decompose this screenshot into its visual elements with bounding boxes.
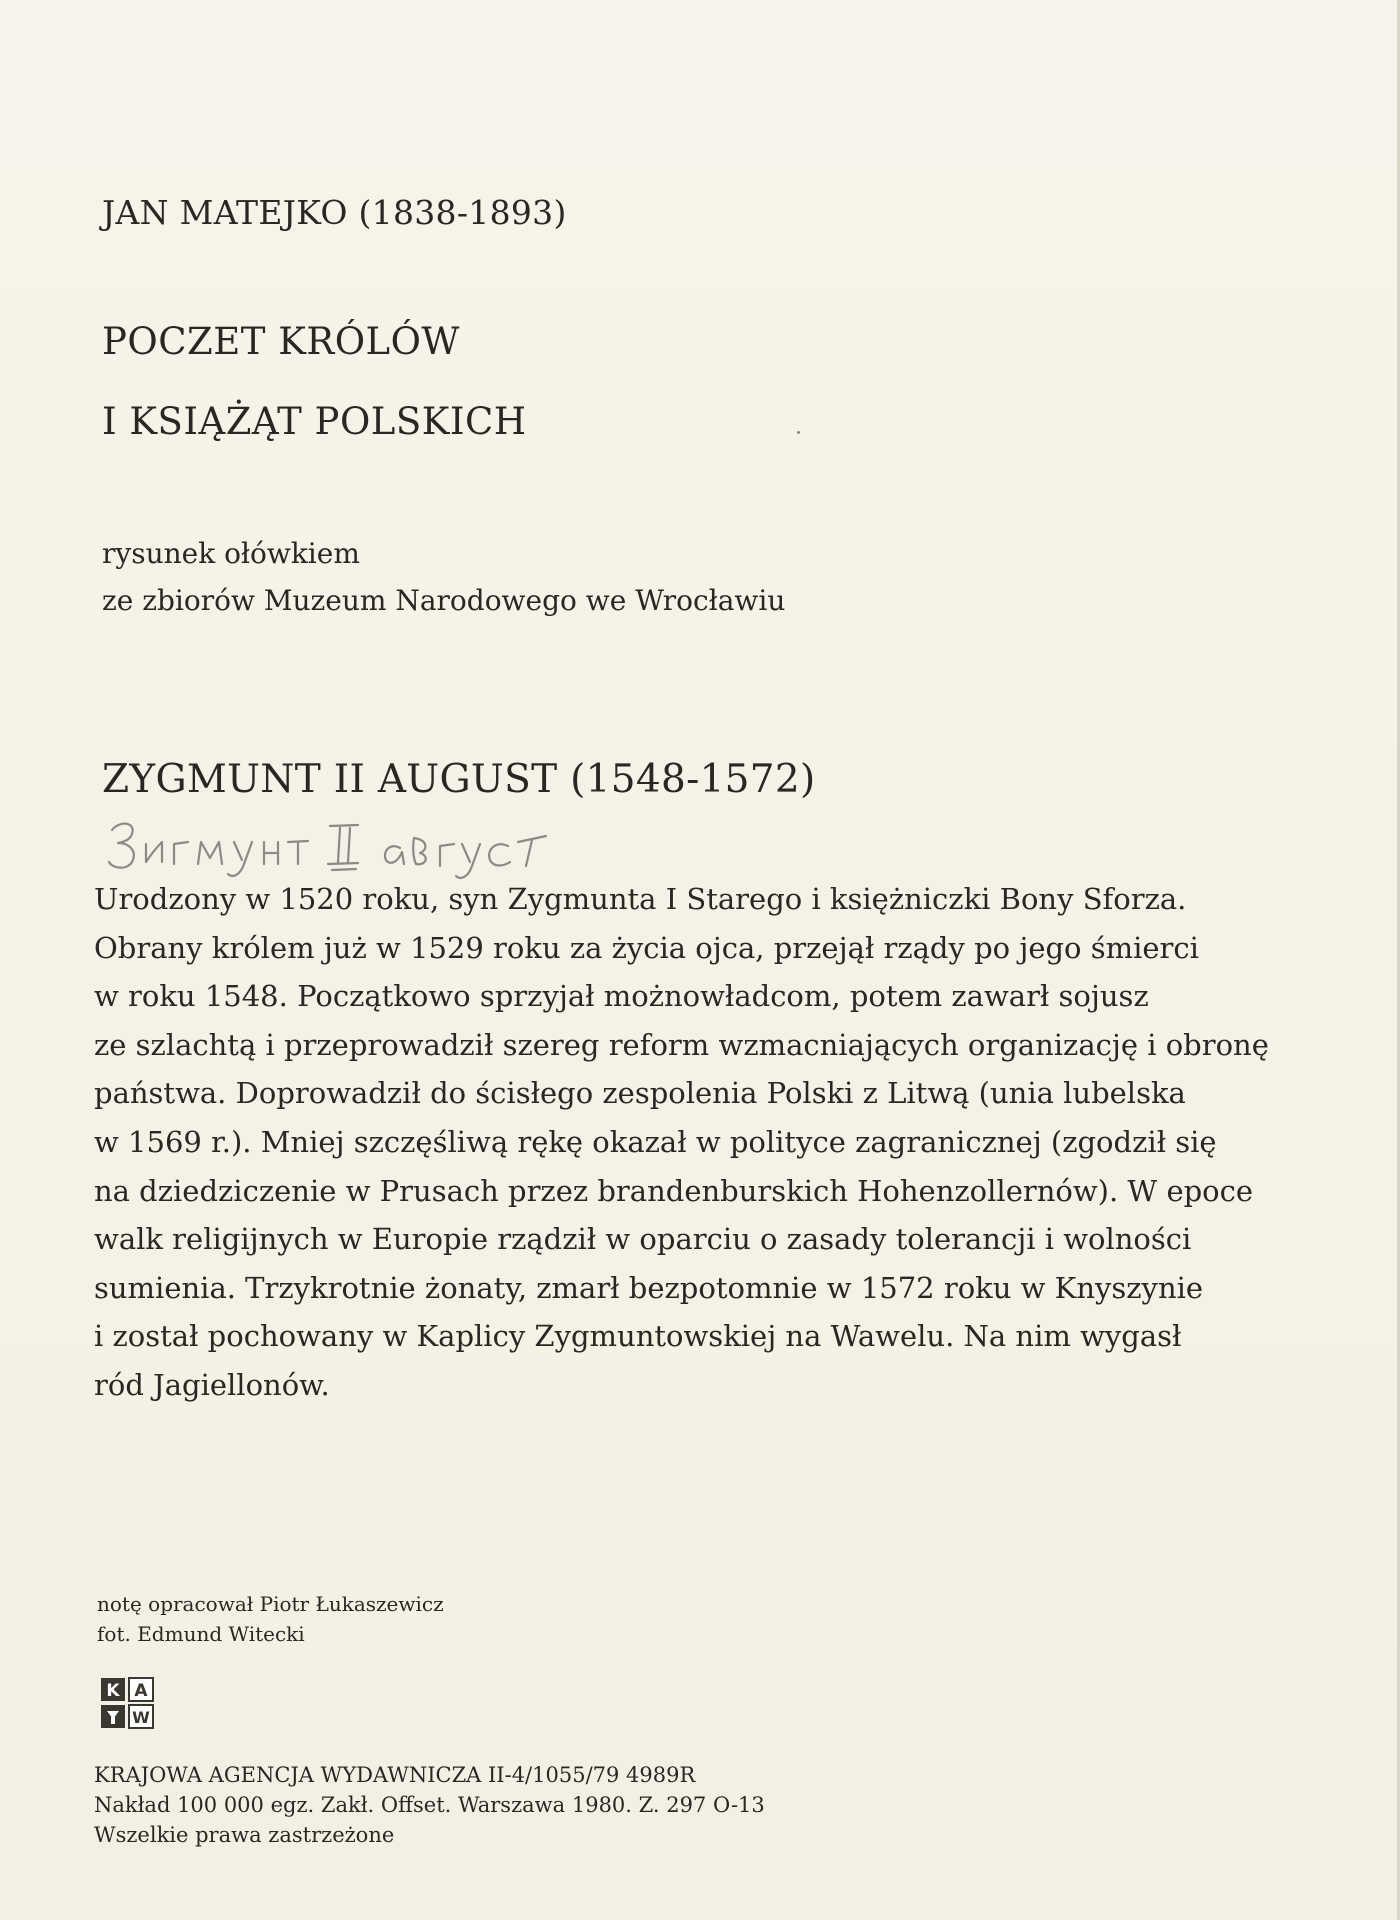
- handwritten-pencil-note: [106, 808, 596, 883]
- biography-line: Urodzony w 1520 roku, syn Zygmunta I Starego i księżniczki Bony Sforza.: [94, 882, 1187, 916]
- biography-line: ze szlachtą i przeprowadził szereg reform wzmacniających organizację i obronę: [94, 1027, 1269, 1062]
- biography-line: Obrany królem już w 1529 roku za życia ojca, przejął rządy po jego śmierci: [94, 930, 1199, 965]
- collection-line: ze zbiorów Muzeum Narodowego we Wrocławiu: [102, 584, 786, 617]
- photo-credit: fot. Edmund Witecki: [97, 1622, 305, 1646]
- logo-letter-k: K: [106, 1681, 120, 1701]
- technique-line: rysunek ołówkiem: [102, 537, 360, 570]
- biography-line: i został pochowany w Kaplicy Zygmuntowskiej na Wawelu. Na nim wygasł: [94, 1319, 1182, 1354]
- technique-description: [102, 530, 785, 624]
- series-title-line2: I KSIĄŻĄT POLSKICH: [102, 400, 527, 443]
- biography-line: na dziedziczenie w Prusach przez brandenburskich Hohenzollernów). W epoce: [94, 1173, 1254, 1208]
- series-title-line1: POCZET KRÓLÓW: [102, 320, 460, 363]
- biography-line: sumienia. Trzykrotnie żonaty, zmarł bezpotomnie w 1572 roku w Knyszynie: [94, 1270, 1204, 1305]
- biography-line: państwa. Doprowadził do ścisłego zespolenia Polski z Litwą (unia lubelska: [94, 1076, 1186, 1111]
- kaw-publisher-logo: [100, 1677, 155, 1729]
- biography-line: walk religijnych w Europie rządził w oparciu o zasady tolerancji i wolności: [94, 1222, 1192, 1257]
- biography-line: w roku 1548. Początkowo sprzyjał możnowładcom, potem zawarł sojusz: [94, 979, 1149, 1014]
- logo-letter-a: A: [134, 1681, 148, 1701]
- logo-letter-w: W: [132, 1708, 150, 1727]
- author-heading: JAN MATEJKO (1838-1893): [102, 193, 567, 232]
- publisher-imprint: [94, 1760, 765, 1850]
- biography-line: ród Jagiellonów.: [94, 1367, 330, 1402]
- subject-title: ZYGMUNT II AUGUST (1548-1572): [102, 757, 816, 802]
- print-run-line: Nakład 100 000 egz. Zakł. Offset. Warszawa 1980. Z. 297 O-13: [94, 1793, 765, 1817]
- biography-line: w 1569 r.). Mniej szczęśliwą rękę okazał w polityce zagranicznej (zgodził się: [94, 1124, 1217, 1159]
- ink-speck: [797, 431, 800, 434]
- biography-text: [94, 875, 1269, 1410]
- publisher-name-line: KRAJOWA AGENCJA WYDAWNICZA II-4/1055/79 4989R: [94, 1763, 696, 1787]
- rights-line: Wszelkie prawa zastrzeżone: [94, 1823, 395, 1847]
- note-author-credit: notę opracował Piotr Łukaszewicz: [97, 1592, 444, 1616]
- credits: [97, 1589, 444, 1649]
